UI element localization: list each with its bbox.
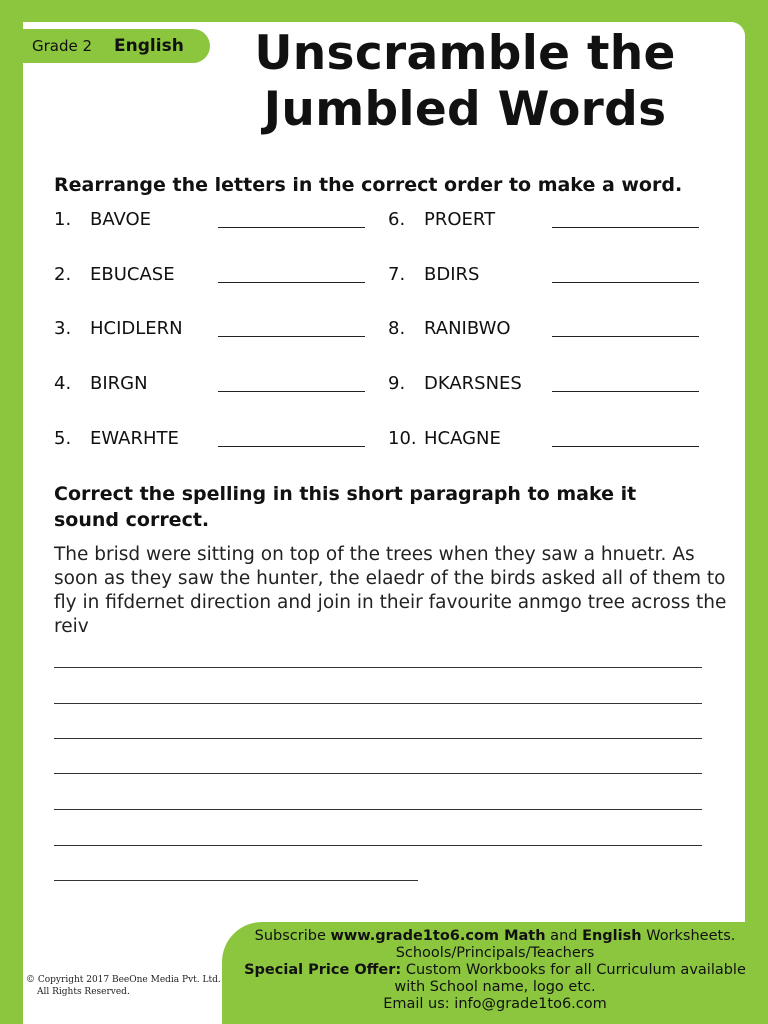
footer-line-1 xyxy=(222,928,768,945)
jumbled-word: BDIRS xyxy=(424,264,480,285)
question-number: 8. xyxy=(388,318,406,339)
grade-subject-tag xyxy=(23,29,210,63)
footer-line-3 xyxy=(222,962,768,979)
answer-blank[interactable] xyxy=(218,391,365,392)
question-number: 5. xyxy=(54,428,72,449)
jumbled-word: RANIBWO xyxy=(424,318,511,339)
answer-blank[interactable] xyxy=(218,282,365,283)
copyright-notice xyxy=(26,974,221,998)
answer-blank[interactable] xyxy=(552,446,699,447)
section2-instruction xyxy=(54,481,636,533)
footer-banner xyxy=(222,922,768,1024)
answer-blank[interactable] xyxy=(552,227,699,228)
subject-label: English xyxy=(114,36,184,56)
section1-instruction: Rearrange the letters in the correct order to make a word. xyxy=(54,174,683,196)
jumbled-word: PROERT xyxy=(424,209,496,230)
copyright-line-2: All Rights Reserved. xyxy=(37,987,130,997)
question-number: 3. xyxy=(54,318,72,339)
answer-blank[interactable] xyxy=(218,336,365,337)
jumbled-word: EWARHTE xyxy=(90,428,179,449)
writing-line-7[interactable] xyxy=(54,880,418,881)
jumbled-word: EBUCASE xyxy=(90,264,175,285)
footer-email[interactable]: Email us: info@grade1to6.com xyxy=(383,996,607,1012)
footer-text: and xyxy=(545,928,583,944)
jumbled-word: DKARSNES xyxy=(424,373,522,394)
question-number: 10. xyxy=(388,428,417,449)
writing-line-2[interactable] xyxy=(54,703,702,704)
answer-blank[interactable] xyxy=(552,282,699,283)
special-offer-label: Special Price Offer: xyxy=(244,962,402,978)
answer-blank[interactable] xyxy=(552,391,699,392)
jumbled-word: HCAGNE xyxy=(424,428,501,449)
footer-math: Math xyxy=(499,928,546,944)
grade-label: Grade 2 xyxy=(32,37,93,55)
footer-text: Worksheets. xyxy=(641,928,736,944)
page-title xyxy=(230,26,700,138)
answer-blank[interactable] xyxy=(218,227,365,228)
question-number: 9. xyxy=(388,373,406,394)
footer-text: Subscribe xyxy=(254,928,331,944)
question-number: 4. xyxy=(54,373,72,394)
site-link[interactable]: www.grade1to6.com xyxy=(330,928,500,944)
question-number: 6. xyxy=(388,209,406,230)
writing-line-3[interactable] xyxy=(54,738,702,739)
question-number: 1. xyxy=(54,209,72,230)
footer-line-4: with School name, logo etc. xyxy=(394,979,596,995)
footer-text: Custom Workbooks for all Curriculum available xyxy=(401,962,746,978)
jumbled-word: HCIDLERN xyxy=(90,318,183,339)
jumbled-word: BIRGN xyxy=(90,373,148,394)
writing-line-1[interactable] xyxy=(54,667,702,668)
title-line-1: Unscramble the xyxy=(254,26,676,81)
question-number: 7. xyxy=(388,264,406,285)
question-number: 2. xyxy=(54,264,72,285)
copyright-line-1: © Copyright 2017 BeeOne Media Pvt. Ltd. xyxy=(26,975,221,985)
answer-blank[interactable] xyxy=(552,336,699,337)
writing-line-6[interactable] xyxy=(54,845,702,846)
section2-instruction-line-2: sound correct. xyxy=(54,509,210,531)
section2-instruction-line-1: Correct the spelling in this short paragraph to make it xyxy=(54,483,637,505)
writing-line-4[interactable] xyxy=(54,773,702,774)
answer-blank[interactable] xyxy=(218,446,365,447)
footer-english: English xyxy=(582,928,642,944)
jumbled-word: BAVOE xyxy=(90,209,152,230)
footer-line-2: Schools/Principals/Teachers xyxy=(395,945,595,961)
writing-line-5[interactable] xyxy=(54,809,702,810)
title-line-2: Jumbled Words xyxy=(263,82,667,137)
misspelled-paragraph: The brisd were sitting on top of the trees when they saw a hnuetr. As soon as they saw the hunter, the elaedr of the birds asked all of them to fly in fifdernet direction and join in their favourite anmgo tree across the reiv xyxy=(54,544,727,637)
